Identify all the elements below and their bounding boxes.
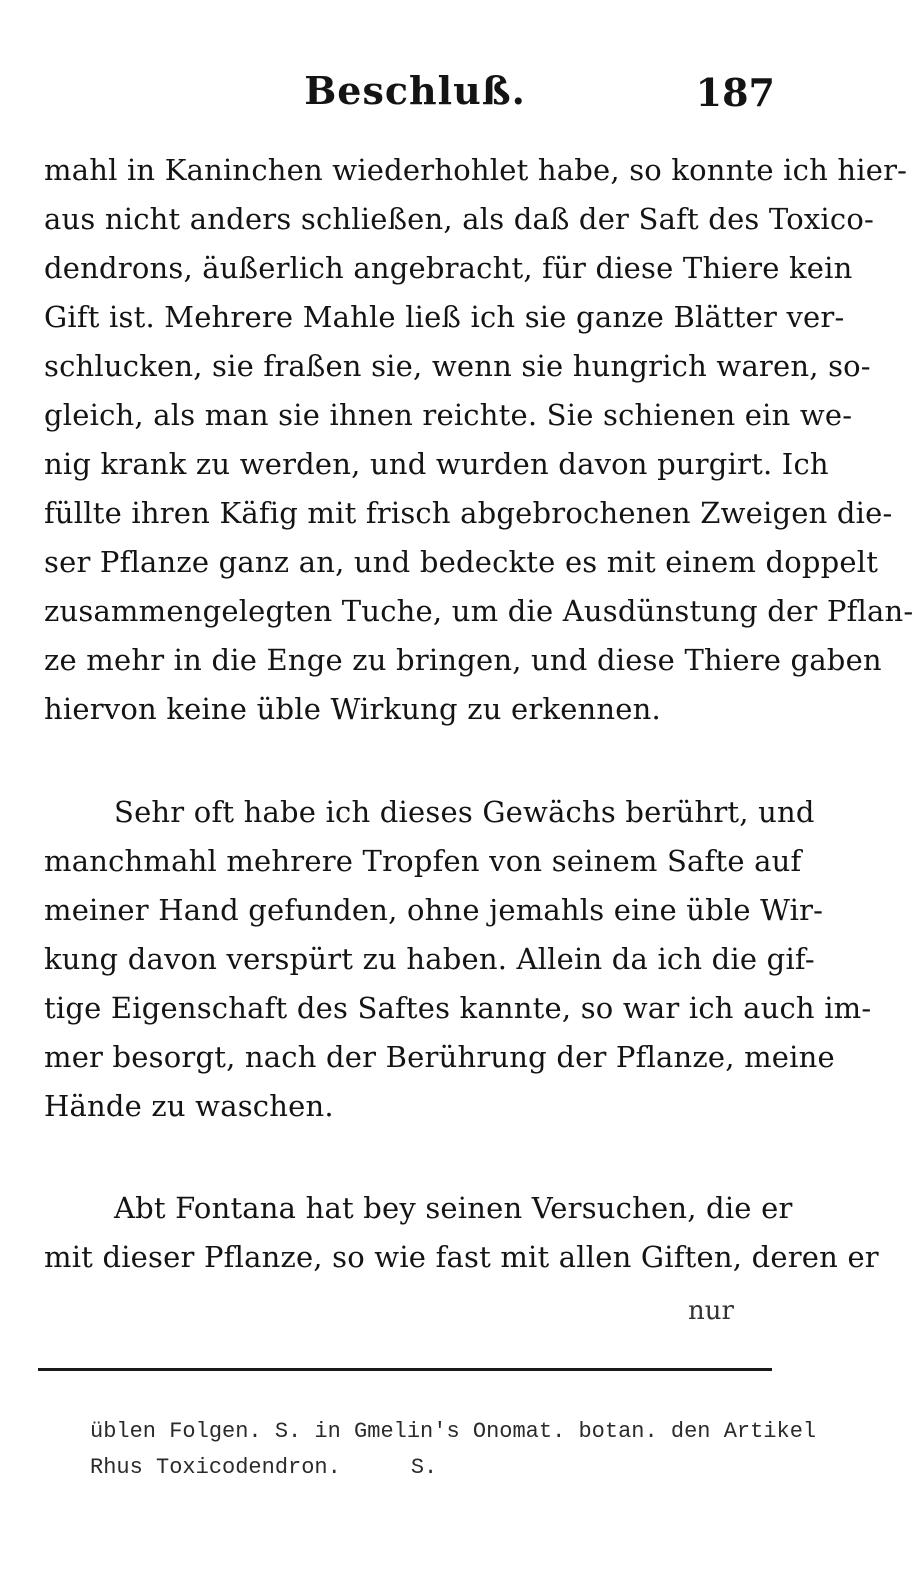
text-line: Sehr oft habe ich dieses Gewächs berührt, und xyxy=(114,795,815,829)
running-head: Beschluß. xyxy=(304,68,526,113)
text-line: mit dieser Pflanze, so wie fast mit allen Giften, deren er xyxy=(44,1240,879,1274)
text-line: tige Eigenschaft des Saftes kannte, so war ich auch im- xyxy=(44,991,872,1025)
text-line: meiner Hand gefunden, ohne jemahls eine üble Wir- xyxy=(44,893,824,927)
text-line: Gift ist. Mehrere Mahle ließ ich sie ganze Blätter ver- xyxy=(44,300,845,334)
footnote-rule xyxy=(38,1368,772,1371)
text-line: dendrons, äußerlich angebracht, für diese Thiere kein xyxy=(44,251,853,285)
text-line: manchmahl mehrere Tropfen von seinem Safte auf xyxy=(44,844,802,878)
text-line: Hände zu waschen. xyxy=(44,1089,334,1123)
text-line: ser Pflanze ganz an, und bedeckte es mit einem doppelt xyxy=(44,545,879,579)
footnote-signature: S. xyxy=(410,1455,438,1480)
text-line: schlucken, sie fraßen sie, wenn sie hungrich waren, so- xyxy=(44,349,871,383)
text-line: mer besorgt, nach der Berührung der Pflanze, meine xyxy=(44,1040,835,1074)
text-line: ze mehr in die Enge zu bringen, und diese Thiere gaben xyxy=(44,643,882,677)
text-line: hiervon keine üble Wirkung zu erkennen. xyxy=(44,692,661,726)
text-line: Abt Fontana hat bey seinen Versuchen, die er xyxy=(114,1191,793,1225)
footnote-text: Rhus Toxicodendron. xyxy=(90,1455,341,1480)
text-line: nig krank zu werden, und wurden davon purgirt. Ich xyxy=(44,447,829,481)
catchword: nur xyxy=(688,1296,734,1326)
text-line: mahl in Kaninchen wiederhohlet habe, so konnte ich hier- xyxy=(44,153,908,187)
text-line: aus nicht anders schließen, als daß der Saft des Toxico- xyxy=(44,202,875,236)
paragraph-3 xyxy=(44,1184,879,1282)
paragraph-1 xyxy=(44,146,913,734)
text-line: zusammengelegten Tuche, um die Ausdünstung der Pflan- xyxy=(44,594,913,628)
text-line: füllte ihren Käfig mit frisch abgebrochenen Zweigen die- xyxy=(44,496,893,530)
footnote-line: üblen Folgen. S. in Gmelin's Onomat. botan. den Artikel xyxy=(90,1419,817,1444)
text-line: gleich, als man sie ihnen reichte. Sie schienen ein we- xyxy=(44,398,853,432)
text-line: kung davon verspürt zu haben. Allein da ich die gif- xyxy=(44,942,815,976)
paragraph-2 xyxy=(44,788,872,1131)
page-number: 187 xyxy=(695,70,775,115)
footnote-line xyxy=(90,1450,770,1486)
footnote xyxy=(90,1414,817,1486)
